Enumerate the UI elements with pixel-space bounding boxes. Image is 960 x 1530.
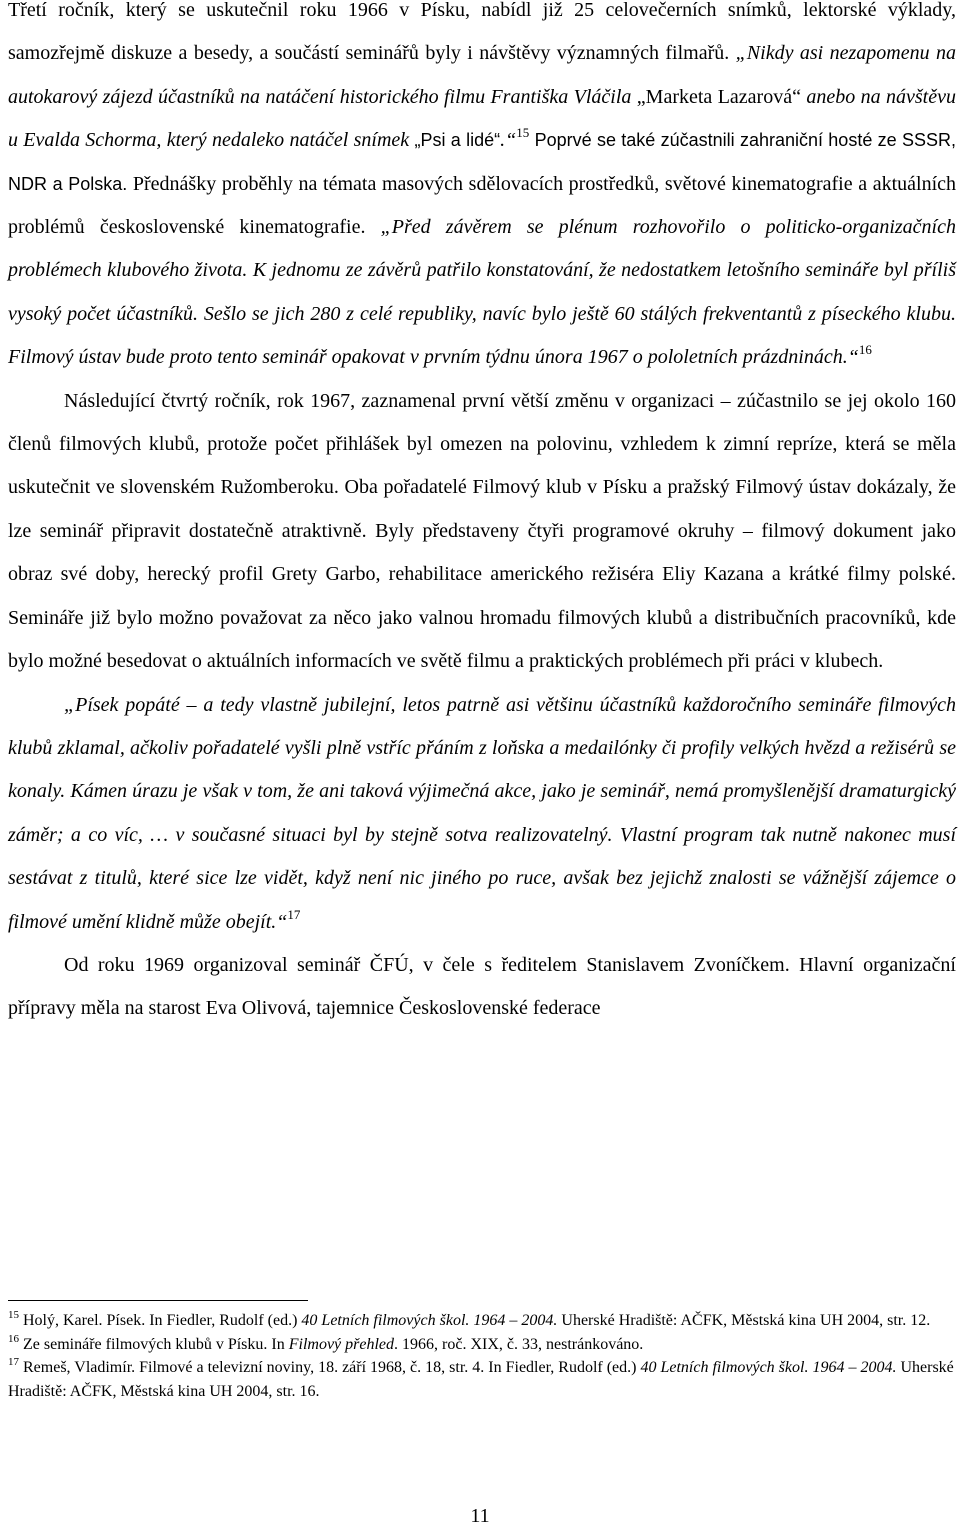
- footnote-text: Ze semináře filmových klubů v Písku. In: [19, 1335, 289, 1353]
- footnote-text: Holý, Karel. Písek. In Fiedler, Rudolf (ed.): [19, 1312, 302, 1329]
- paragraph-fifth-year-quote: [8, 684, 956, 944]
- footnote-title: 40 Letních filmových škol. 1964 – 2004.: [301, 1312, 558, 1329]
- quote-close: .“: [500, 129, 517, 152]
- footnote-divider: [8, 1300, 308, 1301]
- film-title-marketa: „Marketa Lazarová“: [636, 85, 801, 108]
- footnote-15: [8, 1309, 956, 1333]
- film-title-psi: „Psi a lidé“: [414, 130, 501, 151]
- paragraph-1969: Od roku 1969 organizoval seminář ČFÚ, v čele s ředitelem Stanislavem Zvoníčkem. Hlavní organizační přípravy měla na starost Eva Olivová, tajemnice Československé federace: [8, 953, 956, 1020]
- text-run: Přednášky proběhly na témata masových sdělovacích prostředků, světové kinematografie a aktuálních problémů československé kinematografie.: [8, 172, 957, 239]
- paragraph-third-year: [8, 0, 956, 380]
- quote-italic: „Před závěrem se plénum rozhovořilo o politicko-organizačních problémech klubového života. K jednomu ze závěrů patřilo konstatování, že nedostatkem letošního semináře byl příliš vysoký počet účastníků. Sešlo se jich 280 z celé republiky, navíc bylo ještě 60 stálých frekventantů z píseckého klubu. Filmový ústav bude proto tento seminář opakovat v prvním týdnu února 1967 o pololetních prázdninách.“: [8, 216, 956, 369]
- footnote-ref-15: 15: [516, 125, 530, 141]
- footnote-text: Uherské Hradiště: AČFK, Městská kina UH 2004, str. 16.: [8, 1359, 954, 1400]
- footnote-text: Uherské Hradiště: AČFK, Městská kina UH 2004, str. 12.: [557, 1312, 931, 1329]
- footnote-number: 16: [8, 1332, 19, 1345]
- footnote-text: Remeš, Vladimír. Filmové a televizní noviny, 18. září 1968, č. 18, str. 4. In Fiedler, Rudolf (ed.): [19, 1359, 641, 1377]
- footnote-text: . 1966, roč. XIX, č. 33, nestránkováno.: [394, 1335, 644, 1353]
- document-page: [8, 0, 957, 1400]
- quote-italic: „Nikdy asi nezapomenu na autokarový zájezd účastníků na natáčení historického filmu Františka Vláčila: [8, 42, 957, 108]
- footnote-title: 40 Letních filmových škol. 1964 – 2004.: [640, 1359, 897, 1377]
- footnote-ref-17: 17: [287, 906, 301, 922]
- footnote-number: 15: [8, 1309, 19, 1321]
- footnote-16: [8, 1333, 956, 1357]
- quote-italic: anebo na návštěvu u Evalda Schorma, který nedaleko natáčel snímek: [8, 85, 956, 152]
- footnote-ref-16: 16: [858, 342, 872, 358]
- footnote-title: Filmový přehled: [288, 1335, 395, 1353]
- text-run: Poprvé se také zúčastnili zahraniční hosté ze SSSR, NDR a Polska.: [8, 130, 956, 194]
- footnote-number: 17: [8, 1356, 19, 1369]
- footnotes: [8, 1309, 956, 1403]
- page-number: 11: [470, 1505, 490, 1527]
- paragraph-fourth-year: Následující čtvrtý ročník, rok 1967, zaznamenal první větší změnu v organizaci – zúčastnilo se jej okolo 160 členů filmových klubů, protože počet přihlášek byl omezen na polovinu, vzhledem k zimní repríze, která se měla uskutečnit ve slovenském Ružomberoku. Oba pořadatelé Filmový klub v Písku a pražský Filmový ústav dokázaly, že lze seminář připravit dostatečně atraktivně. Byly představeny čtyři programové okruhy – filmový dokument jako obraz své doby, herecký profil Grety Garbo, rehabilitace amerického režiséra Eliy Kazana a krátké filmy polské. Semináře již bylo možno považovat za něco jako valnou hromadu filmových klubů a distribučních pracovníků, kde bylo možné besedovat o aktuálních informacích ve světě filmu a praktických problémech při práci v klubech.: [8, 389, 956, 673]
- quote-italic: „Písek popáté – a tedy vlastně jubilejní, letos patrně asi většinu účastníků každoročního semináře filmových klubů zklamal, ačkoliv pořadatelé vyšli plně vstříc přáním z loňska a medailónky či profily velkých hvězd a režisérů se konaly. Kámen úrazu je však v tom, že ani taková výjimečná akce, jako je seminář, nemá promyšlenější dramaturgický záměr; a co víc, … v současné situaci byl by stejně sotva realizovatelný. Vlastní program tak nutně nakonec musí sestávat z titulů, které sice lze vidět, když není nic jiného po ruce, avšak bez jejichž znalosti se vážnější zájemce o filmové umění klidně může obejít.“: [8, 693, 956, 933]
- footnote-17: [8, 1356, 956, 1403]
- text-run: Třetí ročník, který se uskutečnil roku 1966 v Písku, nabídl již 25 celovečerních snímků, lektorské výklady, samozřejmě diskuze a besedy, a součástí seminářů byly i návštěvy významných filmařů.: [8, 0, 956, 65]
